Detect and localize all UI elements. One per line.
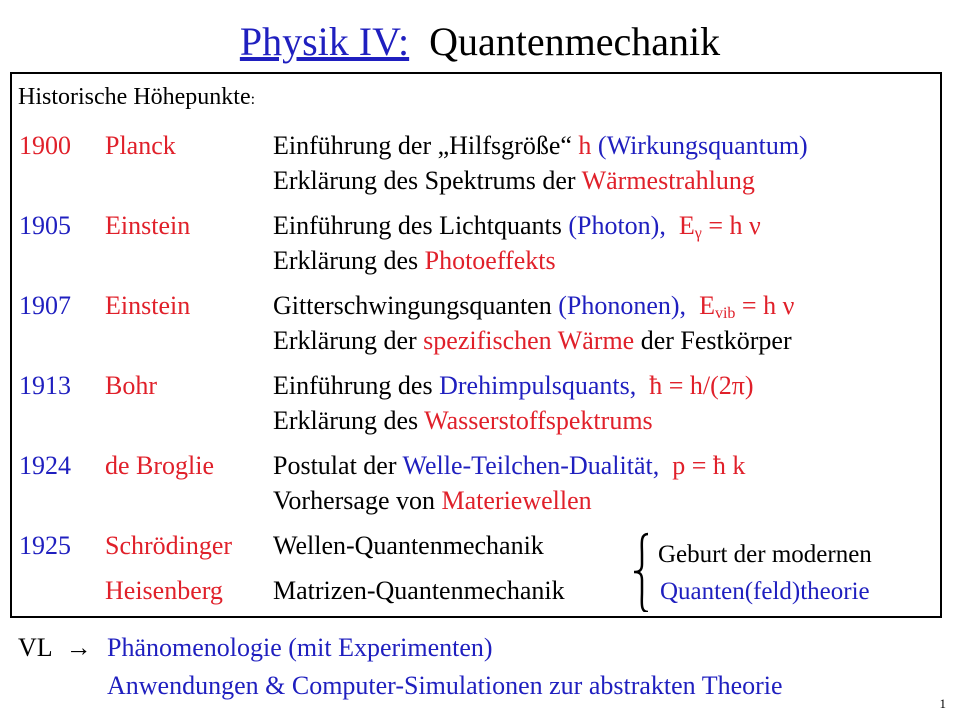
footer-label — [18, 633, 92, 663]
entry-highlight: Wärmestrahlung — [581, 166, 755, 195]
entry-line — [273, 371, 754, 401]
formula-subscript: γ — [694, 225, 702, 242]
formula: ħ = h/(2π) — [649, 371, 754, 400]
entry-text: Einführung des — [273, 371, 440, 400]
entry-text: Einführung der „Hilfsgröße“ — [273, 131, 579, 160]
entry-line — [273, 486, 592, 516]
title-course: Physik IV: — [239, 19, 410, 64]
entry-highlight: (Photon), — [568, 211, 666, 240]
scientist-einstein: Einstein — [105, 211, 191, 240]
entry-text: Erklärung der — [273, 326, 424, 355]
entry-line — [273, 291, 794, 323]
formula-symbol: E — [678, 211, 695, 240]
entry-highlight: Welle-Teilchen-Dualität, — [402, 451, 660, 480]
formula-subscript: vib — [714, 305, 736, 322]
year-1905: 1905 — [19, 211, 71, 240]
year-1907: 1907 — [19, 291, 71, 320]
entry-text: Erklärung des — [273, 406, 425, 435]
scientist-heisenberg: Heisenberg — [105, 576, 223, 605]
arrow-right-icon: → — [65, 633, 92, 662]
scientist-einstein: Einstein — [105, 291, 191, 320]
year-1900: 1900 — [19, 131, 71, 160]
entry-text: Einführung des Lichtquants — [273, 211, 569, 240]
entry-line — [273, 246, 556, 276]
section-heading-colon: : — [250, 91, 256, 108]
brace-note-line2: Quanten(feld)theorie — [660, 578, 870, 605]
entry-line — [273, 166, 755, 196]
scientist-bohr: Bohr — [105, 371, 157, 400]
scientist-de-broglie: de Broglie — [105, 451, 215, 480]
footer-line2: Anwendungen & Computer-Simulationen zur abstrakten Theorie — [107, 671, 783, 700]
year-1924: 1924 — [19, 451, 71, 480]
entry-highlight: spezifischen Wärme — [423, 326, 635, 355]
entry-highlight: Drehimpulsquants, — [439, 371, 637, 400]
section-heading — [18, 84, 255, 111]
entry-text: Erklärung des Spektrums der — [273, 166, 582, 195]
entry-line — [273, 326, 792, 356]
section-heading-text: Historische Höhepunkte — [18, 84, 251, 110]
entry-line: Wellen-Quantenmechanik — [273, 531, 544, 560]
year-1925: 1925 — [19, 531, 71, 560]
entry-highlight: (Phononen), — [558, 291, 687, 320]
footer-line1: Phänomenologie (mit Experimenten) — [107, 633, 493, 662]
formula: p = ħ k — [672, 451, 746, 480]
entry-highlight: (Wirkungsquantum) — [591, 131, 808, 160]
formula-rest: = h ν — [701, 211, 761, 240]
year-1913: 1913 — [19, 371, 71, 400]
entry-highlight: Wasserstoffspektrums — [424, 406, 653, 435]
formula-rest: = h ν — [735, 291, 795, 320]
entry-highlight: Materiewellen — [441, 486, 592, 515]
footer-prefix: VL — [18, 633, 53, 662]
entry-text: der Festkörper — [634, 326, 792, 355]
entry-text: Erklärung des — [273, 246, 425, 275]
entry-line — [273, 451, 745, 481]
entry-text: Vorhersage von — [273, 486, 442, 515]
title-topic: Quantenmechanik — [429, 19, 721, 64]
slide-title — [0, 18, 960, 65]
entry-line: Matrizen-Quantenmechanik — [273, 576, 565, 605]
brace-note-line1: Geburt der modernen — [658, 541, 872, 568]
formula — [679, 211, 761, 240]
scientist-schroedinger: Schrödinger — [105, 531, 233, 560]
entry-highlight: h — [578, 131, 592, 160]
formula-symbol: E — [699, 291, 715, 320]
entry-highlight: Photoeffekts — [424, 246, 556, 275]
entry-text: Postulat der — [273, 451, 403, 480]
formula — [699, 291, 794, 320]
entry-line — [273, 406, 653, 436]
entry-text: Gitterschwingungsquanten — [273, 291, 559, 320]
entry-line — [273, 131, 808, 161]
page-number: 1 — [939, 696, 946, 711]
scientist-planck: Planck — [105, 131, 176, 160]
entry-line — [273, 211, 761, 243]
